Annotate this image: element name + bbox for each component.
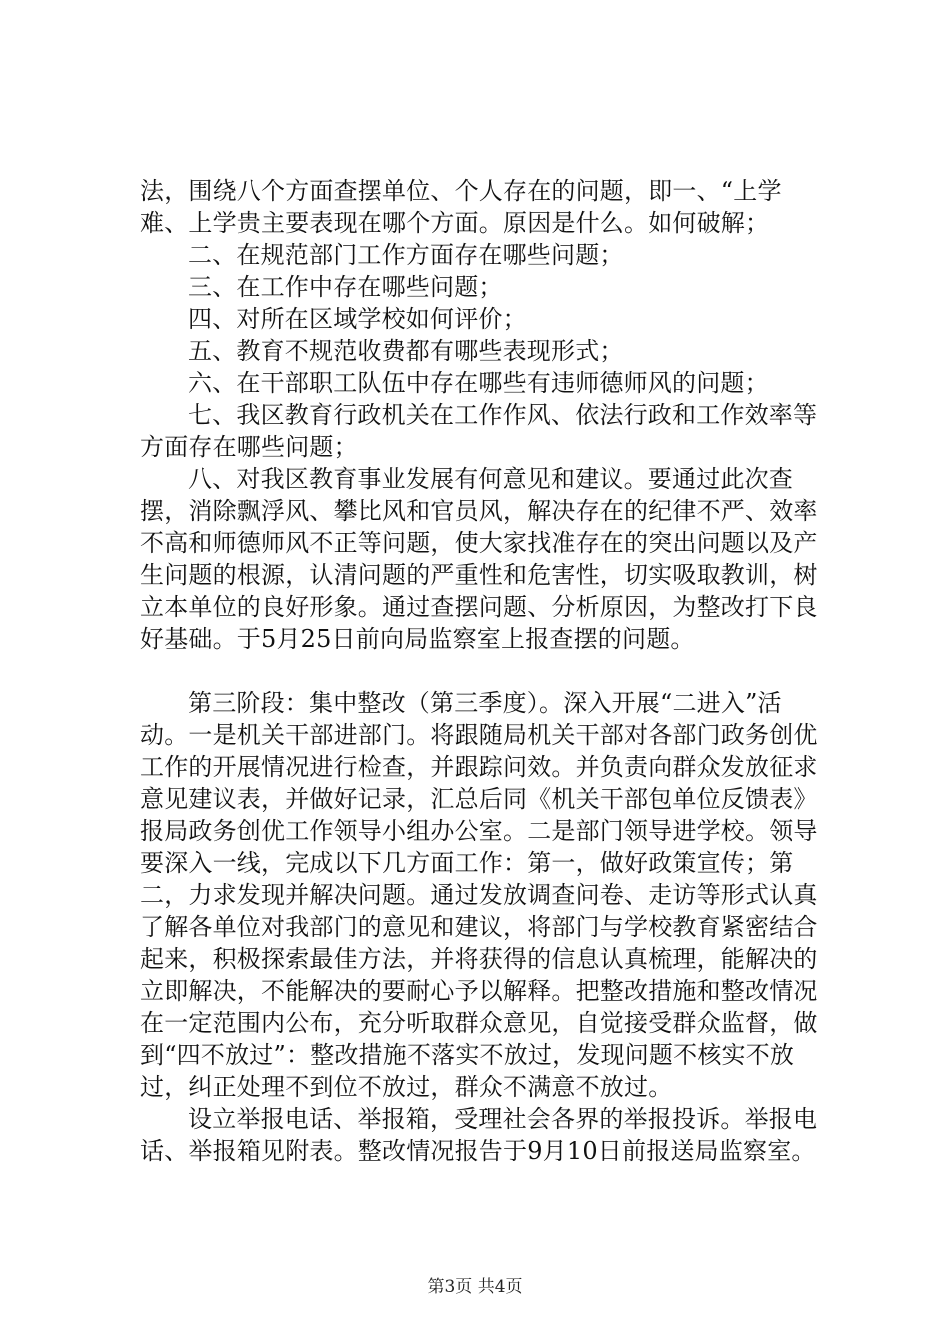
list-item-5: 五、教育不规范收费都有哪些表现形式； [188, 337, 624, 365]
page-number-footer: 第3页 共4页 [427, 1277, 523, 1297]
list-item-7: 七、我区教育行政机关在工作作风、依法行政和工作效率等方面存在哪些问题； [140, 401, 818, 461]
document-body [140, 175, 820, 1167]
list-item-4: 四、对所在区域学校如何评价； [188, 305, 527, 333]
list-item-8: 八、对我区教育事业发展有何意见和建议。要通过此次查摆，消除飘浮风、攀比风和官员风，解决存在的纪律不严、效率不高和师德师风不正等问题，使大家找准存在的突出问题以及产生问题的根源，认清问题的严重性和危害性，切实吸取教训，树立本单位的良好形象。通过查摆问题、分析原因，为整改打下良好基础。于5月25日前向局监察室上报查摆的问题。 [140, 465, 818, 653]
list-item-2: 二、在规范部门工作方面存在哪些问题； [188, 241, 624, 269]
report-hotline-paragraph: 设立举报电话、举报箱，受理社会各界的举报投诉。举报电话、举报箱见附表。整改情况报告于9月10日前报送局监察室。 [140, 1105, 818, 1165]
paragraph-spacer [140, 655, 820, 687]
stage-three-paragraph: 第三阶段：集中整改（第三季度）。深入开展“二进入”活动。一是机关干部进部门。将跟随局机关干部对各部门政务创优工作的开展情况进行检查，并跟踪问效。并负责向群众发放征求意见建议表，并做好记录，汇总后同《机关干部包单位反馈表》报局政务创优工作领导小组办公室。二是部门领导进学校。领导要深入一线，完成以下几方面工作：第一，做好政策宣传；第二，力求发现并解决问题。通过发放调查问卷、走访等形式认真了解各单位对我部门的意见和建议，将部门与学校教育紧密结合起来，积极探索最佳方法，并将获得的信息认真梳理，能解决的立即解决，不能解决的要耐心予以解释。把整改措施和整改情况在一定范围内公布，充分听取群众意见，自觉接受群众监督，做到“四不放过”：整改措施不落实不放过，发现问题不核实不放过，纠正处理不到位不放过，群众不满意不放过。 [140, 689, 818, 1101]
list-item-3: 三、在工作中存在哪些问题； [188, 273, 503, 301]
list-item-6: 六、在干部职工队伍中存在哪些有违师德师风的问题； [188, 369, 769, 397]
paragraph-continuation: 法，围绕八个方面查摆单位、个人存在的问题，即一、“上学难、上学贵主要表现在哪个方面。原因是什么。如何破解； [140, 177, 782, 237]
